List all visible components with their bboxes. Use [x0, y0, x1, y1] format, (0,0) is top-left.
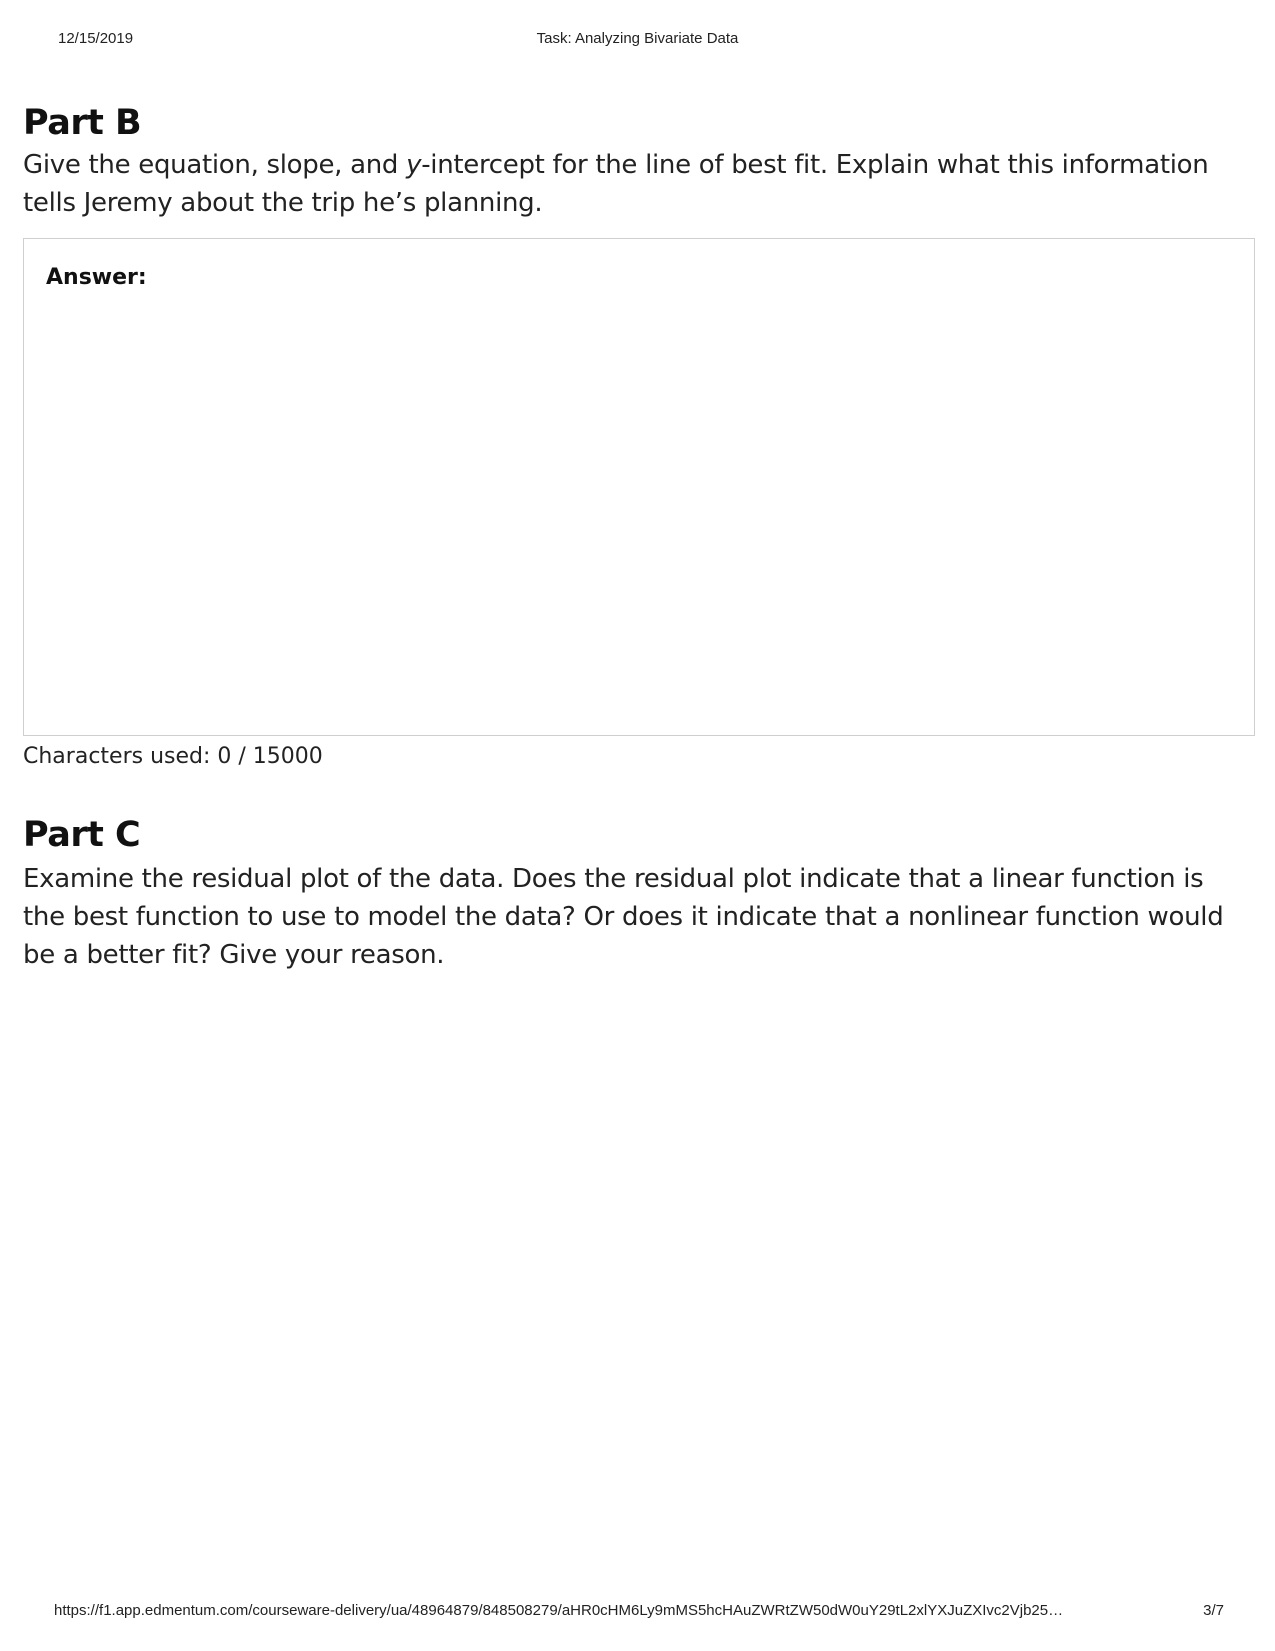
character-count: Characters used: 0 / 15000: [23, 744, 323, 769]
page-number: 3/7: [1203, 1602, 1224, 1619]
answer-box[interactable]: [23, 238, 1255, 736]
answer-label: Answer:: [46, 265, 147, 290]
part-c-section: [23, 812, 1253, 974]
print-date: 12/15/2019: [58, 30, 134, 47]
part-b-heading: Part B: [23, 103, 142, 143]
part-b-prompt-start: Give the equation, slope, and: [23, 150, 407, 180]
print-title: Task: Analyzing Bivariate Data: [536, 30, 739, 47]
part-c-heading: Part C: [23, 815, 141, 855]
main-content: [23, 100, 1253, 974]
part-b-prompt: [23, 146, 1253, 222]
part-b-prompt-end: -intercept for the line of best fit. Explain what this information tells Jeremy about the trip he’s planning.: [23, 150, 1209, 218]
part-c-prompt: Examine the residual plot of the data. Does the residual plot indicate that a linear function is the best function to use to model the data? Or does it indicate that a nonlinear function would be a better fit? Give your reason.: [23, 864, 1224, 970]
print-url: https://f1.app.edmentum.com/courseware-delivery/ua/48964879/848508279/aHR0cHM6Ly9mMS5hcHAuZWRtZW50dW0uY29tL2xlYXJuZXIvc2Vjb25…: [54, 1602, 1064, 1619]
print-header: [0, 30, 1275, 50]
part-b-prompt-italic: y: [406, 150, 422, 180]
part-b-section: [23, 100, 1253, 772]
